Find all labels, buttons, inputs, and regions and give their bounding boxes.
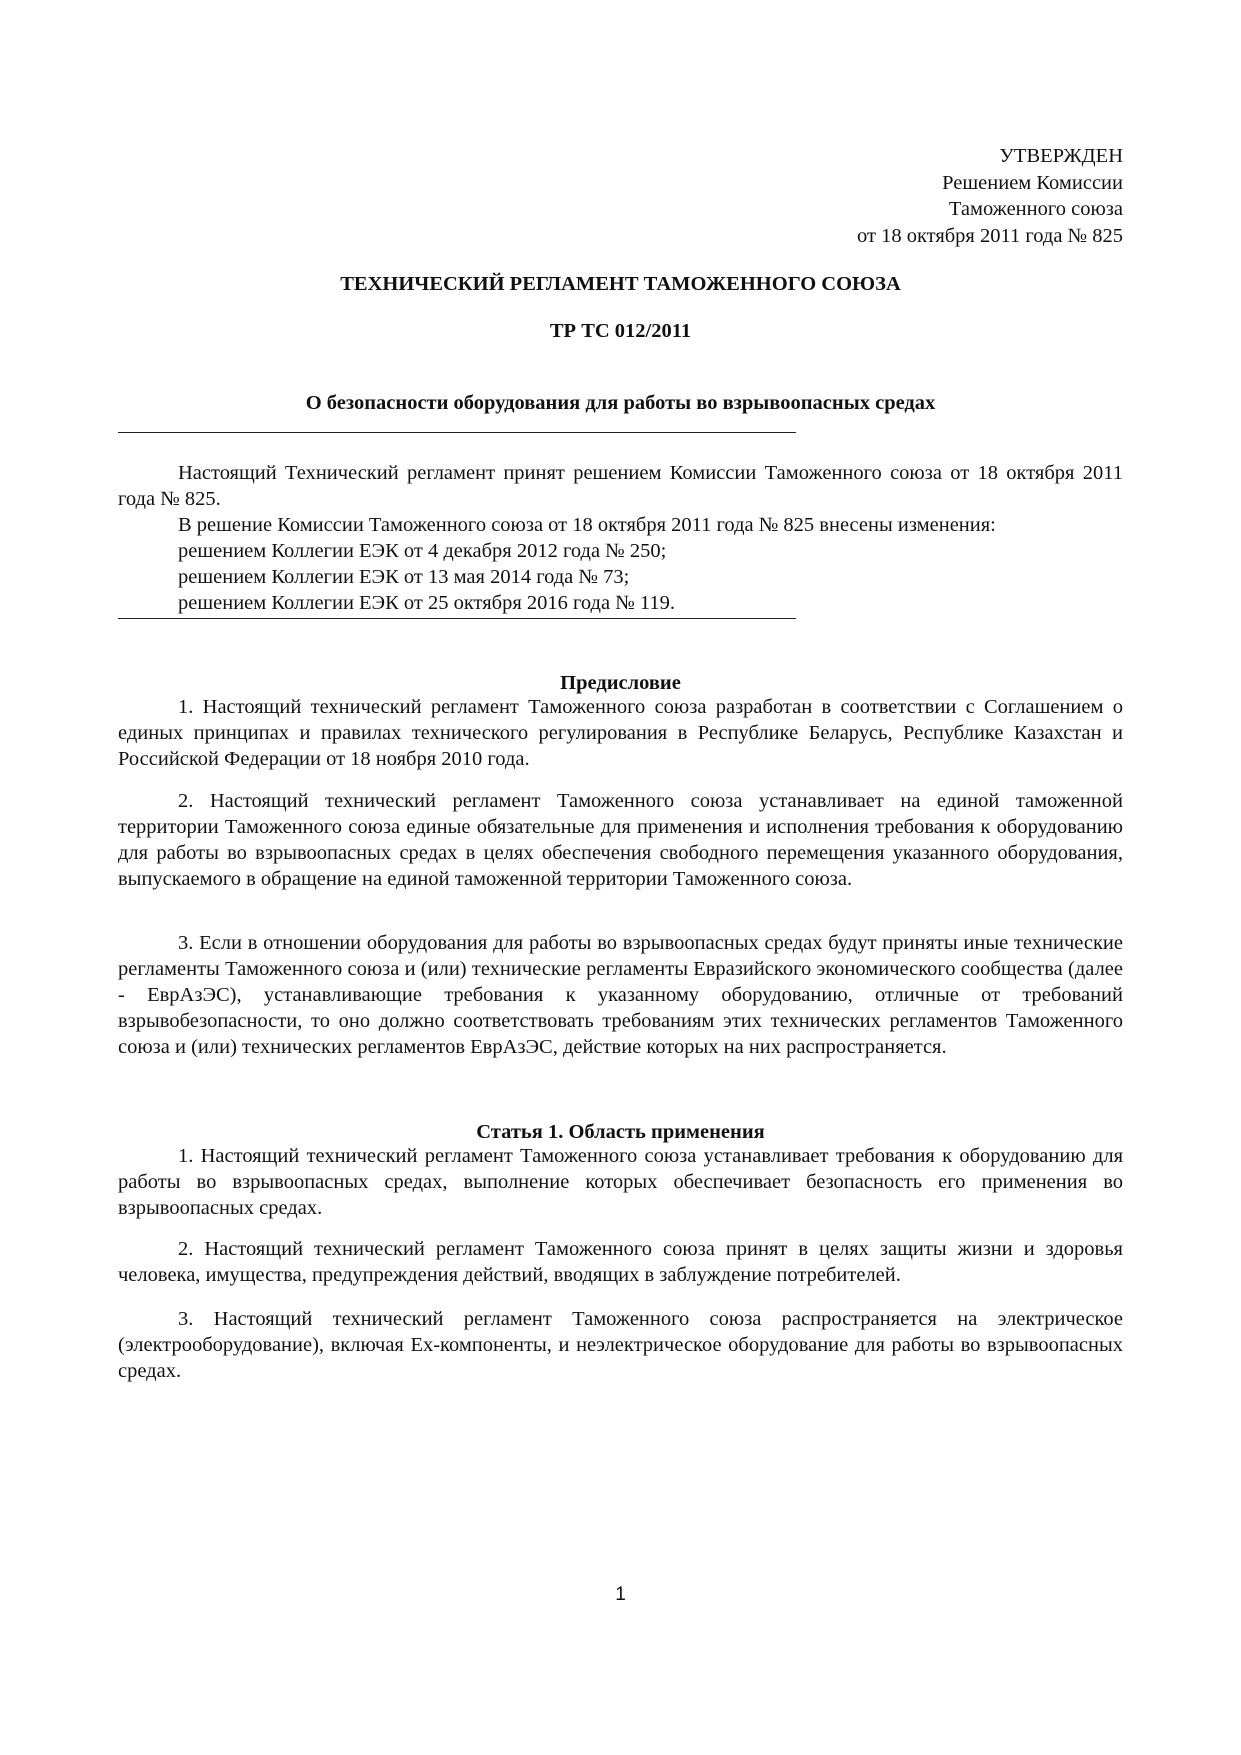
approval-stamp-block [857, 143, 1123, 249]
article1-section [118, 1306, 1123, 1384]
article1-paragraph-3: 3. Настоящий технический регламент Таможенного союза распространяется на электрическое (электрооборудование), включая Ex-компоненты, и неэлектрическое оборудование для работы во взрывоопасных средах. [118, 1308, 1123, 1382]
approval-line-decision: Решением Комиссии [942, 171, 1123, 194]
page-number: 1 [615, 1584, 626, 1605]
article1-paragraph-1: 1. Настоящий технический регламент Таможенного союза устанавливает требования к оборудованию для работы во взрывоопасных средах, выполнение которых обеспечивает безопасность его применения во взрывоопасных средах. [118, 1145, 1123, 1219]
preface-section [118, 694, 1123, 772]
preface-paragraph-1: 1. Настоящий технический регламент Таможенного союза разработан в соответствии с Соглашением о единых принципах и правилах технического регулирования в Республике Беларусь, Республике Казахстан и Российской Федерации от 18 ноября 2010 года. [118, 696, 1123, 770]
article1-section [118, 1143, 1123, 1221]
adoption-notes [118, 460, 1123, 616]
separator-rule-top [118, 432, 796, 433]
separator-rule-bottom [118, 618, 796, 619]
article1-heading: Статья 1. Область применения [476, 1121, 765, 1143]
amendment-item: решением Коллегии ЕЭК от 13 мая 2014 года № 73; [178, 566, 630, 588]
amendment-item: решением Коллегии ЕЭК от 25 октября 2016 года № 119. [178, 592, 676, 614]
preface-section [118, 930, 1123, 1060]
amendment-intro: В решение Комиссии Таможенного союза от 18 октября 2011 года № 825 внесены изменения: [178, 514, 996, 536]
article1-section [118, 1236, 1123, 1288]
document-code: ТР ТС 012/2011 [549, 320, 692, 342]
preface-paragraph-3: 3. Если в отношении оборудования для работы во взрывоопасных средах будут приняты иные технические регламенты Таможенного союза и (или) технические регламенты Евразийского экономического сообщества (далее - ЕврАзЭС), устанавливающие требования к указанному оборудованию, отличные от требований взрывобезопасности, то оно должно соответствовать требованиям этих технических регламентов Таможенного союза и (или) технических регламентов ЕврАзЭС, действие которых на них распространяется. [118, 932, 1123, 1058]
adoption-paragraph: Настоящий Технический регламент принят решением Комиссии Таможенного союза от 18 октября 2011 года № 825. [118, 462, 1123, 510]
preface-section [118, 788, 1123, 892]
amendment-item: решением Коллегии ЕЭК от 4 декабря 2012 года № 250; [178, 540, 667, 562]
approval-line-date: от 18 октября 2011 года № 825 [857, 224, 1123, 247]
preface-heading: Предисловие [560, 672, 681, 694]
approval-line-commission: Таможенного союза [948, 198, 1123, 220]
document-title: ТЕХНИЧЕСКИЙ РЕГЛАМЕНТ ТАМОЖЕННОГО СОЮЗА [340, 273, 901, 295]
article1-paragraph-2: 2. Настоящий технический регламент Таможенного союза принят в целях защиты жизни и здоровья человека, имущества, предупреждения действий, вводящих в заблуждение потребителей. [118, 1238, 1123, 1286]
document-subtitle: О безопасности оборудования для работы во взрывоопасных средах [305, 392, 936, 414]
preface-paragraph-2: 2. Настоящий технический регламент Таможенного союза устанавливает на единой таможенной территории Таможенного союза единые обязательные для применения и исполнения требования к оборудованию для работы во взрывоопасных средах в целях обеспечения свободного перемещения указанного оборудования, выпускаемого в обращение на единой таможенной территории Таможенного союза. [118, 790, 1123, 890]
approval-line-approved: УТВЕРЖДЕН [999, 145, 1123, 167]
